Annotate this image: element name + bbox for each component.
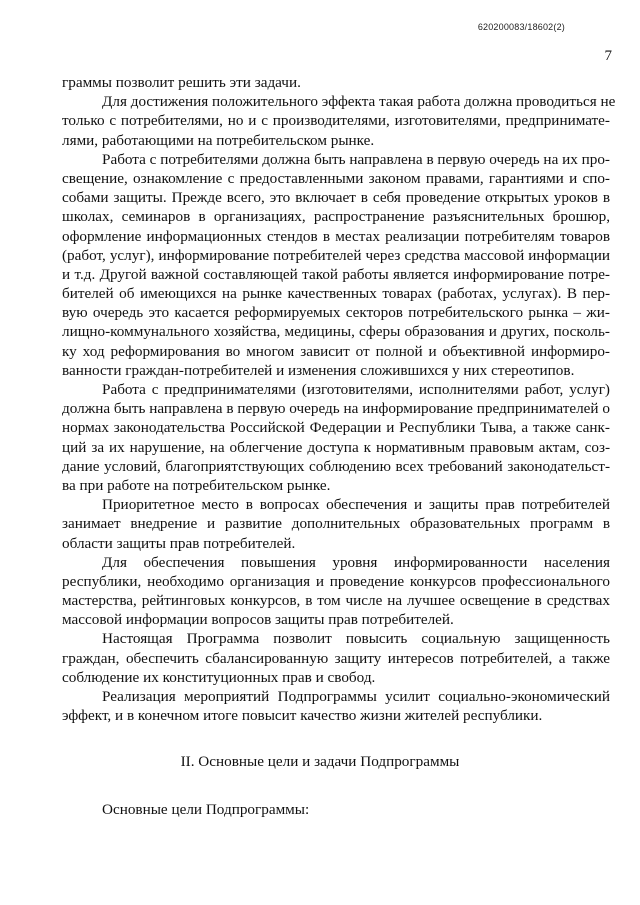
- paragraph: [62, 495, 610, 553]
- paragraph-line: лищно-коммунального хозяйства, медицины, сферы образования и других, посколь-: [62, 323, 610, 341]
- paragraph-line: собами защиты. Прежде всего, это включает в себя проведение открытых уроков в: [62, 189, 610, 207]
- paragraph: [62, 150, 610, 380]
- paragraph: [62, 629, 610, 687]
- paragraph-line: Для обеспечения повышения уровня информированности населения: [102, 553, 610, 571]
- paragraph: [62, 687, 610, 725]
- paragraph-line: нормах законодательства Российской Федерации и Республики Тыва, а также санк-: [62, 419, 610, 437]
- paragraph-line: Работа с потребителями должна быть направлена в первую очередь на их про-: [102, 150, 610, 168]
- paragraph: [62, 380, 610, 495]
- paragraph-line: (работ, услуг), информирование потребителей через средства массовой информации: [62, 246, 610, 264]
- paragraph-line: вую очередь это касается реформируемых секторов потребительского рынка – жи-: [62, 304, 610, 322]
- paragraph-line: ва при работе на потребительском рынке.: [62, 476, 331, 494]
- paragraph-line: массовой информации вопросов защиты прав потребителей.: [62, 611, 454, 629]
- paragraph-line: граждан, обеспечить сбалансированную защиту интересов потребителей, а также: [62, 649, 610, 667]
- body-text: [62, 73, 616, 725]
- paragraph-line: эффект, и в конечном итоге повысит качество жизни жителей республики.: [62, 707, 543, 725]
- paragraph-line: Работа с предпринимателями (изготовителями, исполнителями работ, услуг): [102, 381, 610, 398]
- paragraph-line: Настоящая Программа позволит повысить социальную защищенность: [102, 630, 610, 648]
- paragraph-line: занимает внедрение и развитие дополнительных образовательных программ в: [62, 515, 610, 533]
- paragraph: [62, 553, 610, 630]
- paragraph-line: дание условий, благоприятствующих соблюдению всех требований законодательст-: [62, 457, 610, 475]
- paragraph: [62, 73, 610, 92]
- paragraph-line: Реализация мероприятий Подпрограммы усилит социально-экономический: [102, 688, 610, 705]
- paragraph-line: области защиты прав потребителей.: [62, 534, 296, 552]
- paragraph-line: лями, работающими на потребительском рынке.: [62, 131, 375, 149]
- paragraph-line: соблюдение их конституционных прав и свобод.: [62, 668, 376, 686]
- document-number: 620200083/18602(2): [477, 22, 565, 32]
- paragraph-line: бителей об имеющихся на рынке качественных товарах (работах, услугах). В пер-: [62, 285, 610, 303]
- paragraph-line: ку ход реформирования во многом зависит от полной и объективной информиро-: [62, 342, 610, 360]
- paragraph-line: должна быть направлена в первую очередь на информирование предпринимателей о: [62, 400, 610, 418]
- paragraph-line: свещение, ознакомление с предоставленными законом правами, гарантиями и спо-: [62, 169, 610, 187]
- page-number: 7: [604, 48, 612, 64]
- paragraph-line: ций за их нарушение, на облегчение доступа к нормативным правовым актам, соз-: [62, 438, 610, 456]
- section-heading: II. Основные цели и задачи Подпрограммы: [180, 753, 460, 770]
- paragraph-line: мастерства, рейтинговых конкурсов, в том числе на лучшее освещение в средствах: [62, 592, 610, 610]
- paragraph-line: только с потребителями, но и с производителями, изготовителями, предпринимате-: [62, 112, 610, 130]
- paragraph-line: оформление информационных стендов в местах реализации потребителям товаров: [62, 227, 610, 245]
- paragraph-line: ванности граждан-потребителей и изменения сложившихся у них стереотипов.: [62, 361, 575, 379]
- paragraph-line: республики, необходимо организация и проведение конкурсов профессионального: [62, 572, 610, 590]
- paragraph-line: граммы позволит решить эти задачи.: [62, 74, 301, 91]
- paragraph-line: Для достижения положительного эффекта такая работа должна проводиться не: [102, 93, 616, 111]
- paragraph-line: и т.д. Другой важной составляющей такой работы является информирование потре-: [62, 265, 610, 283]
- goals-label: Основные цели Подпрограммы:: [102, 801, 310, 818]
- paragraph-line: школах, семинаров в организациях, распространение разъяснительных брошюр,: [62, 208, 610, 226]
- paragraph-line: Приоритетное место в вопросах обеспечения и защиты прав потребителей: [102, 496, 610, 514]
- paragraph: [62, 92, 616, 150]
